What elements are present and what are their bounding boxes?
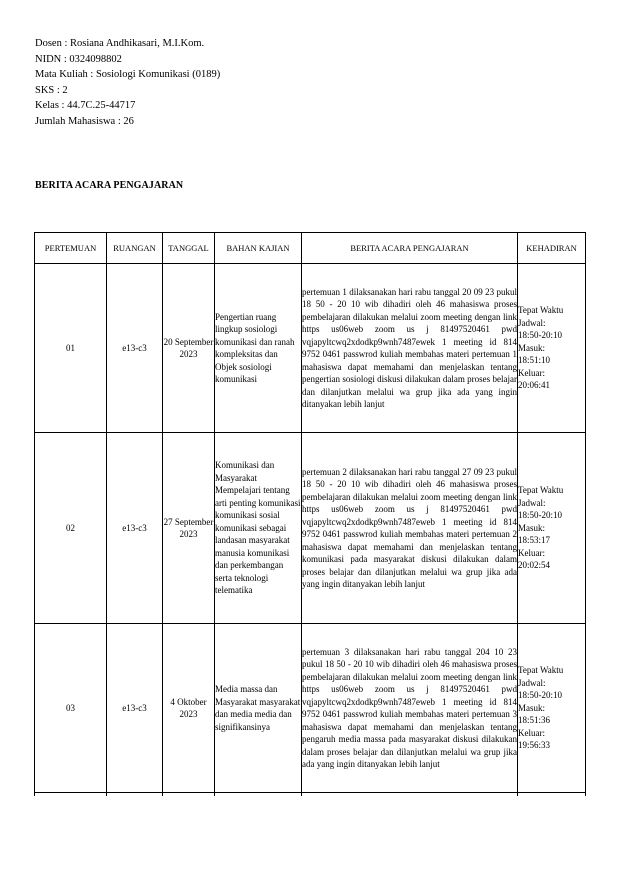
mata-kuliah-line: Mata Kuliah : Sosiologi Komunikasi (0189) [35, 69, 221, 80]
table-row [35, 433, 586, 624]
cell-pertemuan: 02 [35, 433, 107, 624]
kehadiran-jadwal-label: Jadwal: [518, 677, 546, 688]
cell-bahan-kajian: Pengertian ruang lingkup sosiologi komunikasi dan ranah kompleksitas dan Objek sosiologi komunikasi [215, 264, 302, 433]
kehadiran-jadwal: 18:50-20:10 [518, 330, 562, 341]
nidn-line: NIDN : 0324098802 [35, 53, 122, 65]
kehadiran-jadwal: 18:50-20:10 [518, 690, 562, 701]
cell-berita-acara: pertemuan 3 dilaksanakan hari rabu tanggal 204 10 23 pukul 18 50 - 20 10 wib dihadiri oleh 46 mahasiswa proses pembelajaran dilakukan melalui zoom meeting dengan link https us06web zoom us j 81497520461 pwd vqjapyltcwq2xdodkp9wnh7487eweb 1 meeting id 814 9752 0461 passwrod kuliah membahas materi pertemuan 3 mahasiswa dapat memahami dan menjelaskan tentang pengaruh media massa pada masyarakat diskusi dilakukan dalam proses belajar dan dilanjutkan melalui wa grup jika ada yang ingin ditanyakan lebih lanjut [302, 624, 518, 793]
kehadiran-jadwal: 18:50-20:10 [518, 510, 562, 521]
col-header-ruangan: RUANGAN [107, 233, 163, 264]
sks-line: SKS : 2 [35, 84, 68, 96]
kehadiran-keluar: 19:56:33 [518, 740, 551, 751]
cell-tanggal: 4 Oktober 2023 [163, 624, 215, 793]
table-continuation-row [35, 793, 586, 797]
cell-pertemuan: 03 [35, 624, 107, 793]
table-header-row [35, 233, 586, 264]
kehadiran-masuk-label: Masuk: [518, 342, 545, 353]
col-header-kehadiran: KEHADIRAN [518, 233, 586, 264]
cell-bahan-kajian: Media massa dan Masyarakat masyarakat dan media media dan signifikansinya [215, 624, 302, 793]
cell-kehadiran [518, 264, 586, 433]
kehadiran-masuk: 18:51:10 [518, 355, 551, 366]
kehadiran-status: Tepat Waktu [518, 305, 564, 316]
kehadiran-masuk-label: Masuk: [518, 522, 545, 533]
kelas-line: Kelas : 44.7C.25-44717 [35, 100, 136, 111]
dosen-line: Dosen : Rosiana Andhikasari, M.I.Kom. [35, 38, 205, 49]
berita-acara-table [34, 232, 586, 796]
cell-kehadiran [518, 624, 586, 793]
kehadiran-status: Tepat Waktu [518, 665, 564, 676]
cell-ruangan: e13-c3 [107, 624, 163, 793]
kehadiran-jadwal-label: Jadwal: [518, 317, 546, 328]
cell-berita-acara: pertemuan 1 dilaksanakan hari rabu tanggal 20 09 23 pukul 18 50 - 20 10 wib dihadiri oleh 46 mahasiswa proses pembelajaran dilakukan melalui zoom meeting dengan link https us06web zoom us j 81497520461 pwd vqjapyltcwq2xdodkp9wnh7487ewek 1 meeting id 814 9752 0461 passwrod kuliah membahas materi pertemuan 1 mahasiswa dapat memahami dan menjelaskan tentang pengertian sosiologi diskusi dilakukan dalam proses belajar dan dilanjutkan melalui wa grup jika ada yang ingin ditanyakan lebih lanjut [302, 264, 518, 433]
col-header-bahan-kajian: BAHAN KAJIAN [215, 233, 302, 264]
col-header-tanggal: TANGGAL [163, 233, 215, 264]
col-header-pertemuan: PERTEMUAN [35, 233, 107, 264]
table-row [35, 624, 586, 793]
col-header-berita-acara: BERITA ACARA PENGAJARAN [302, 233, 518, 264]
kehadiran-masuk: 18:51:36 [518, 715, 551, 726]
kehadiran-status: Tepat Waktu [518, 485, 564, 496]
kehadiran-keluar: 20:02:54 [518, 560, 551, 571]
kehadiran-keluar: 20:06:41 [518, 380, 551, 391]
kehadiran-masuk-label: Masuk: [518, 702, 545, 713]
jumlah-mahasiswa-line: Jumlah Mahasiswa : 26 [35, 115, 134, 127]
kehadiran-keluar-label: Keluar: [518, 367, 545, 378]
cell-ruangan: e13-c3 [107, 264, 163, 433]
cell-pertemuan: 01 [35, 264, 107, 433]
cell-bahan-kajian: Komunikasi dan Masyarakat Mempelajari tentang arti penting komunikasi komunikasi sosial komunikasi sebagai landasan masyarakat manusia komunikasi dan perkembangan serta teknologi telematika [215, 433, 302, 624]
table-row [35, 264, 586, 433]
cell-ruangan: e13-c3 [107, 433, 163, 624]
cell-tanggal: 27 September 2023 [163, 433, 215, 624]
cell-kehadiran [518, 433, 586, 624]
cell-berita-acara: pertemuan 2 dilaksanakan hari rabu tanggal 27 09 23 pukul 18 50 - 20 10 wib dihadiri oleh 46 mahasiswa proses pembelajaran dilakukan melalui zoom meeting dengan link https us06web zoom us j 81497520461 pwd vqjapyltcwq2xdodkp9wnh7487eweb 1 meeting id 814 9752 0461 passwrod kuliah membahas materi pertemuan 2 mahasiswa dapat memahami dan menjelaskan tentang komunikasi pada masyarakat diskusi dilakukan dalam proses belajar dan dilanjutkan melalui wa grup jika ada yang ingin ditanyakan lebih lanjut [302, 433, 518, 624]
course-info [35, 36, 220, 129]
kehadiran-keluar-label: Keluar: [518, 547, 545, 558]
kehadiran-masuk: 18:53:17 [518, 535, 551, 546]
kehadiran-jadwal-label: Jadwal: [518, 497, 546, 508]
kehadiran-keluar-label: Keluar: [518, 727, 545, 738]
cell-tanggal: 20 September 2023 [163, 264, 215, 433]
document-title: BERITA ACARA PENGAJARAN [35, 180, 184, 191]
